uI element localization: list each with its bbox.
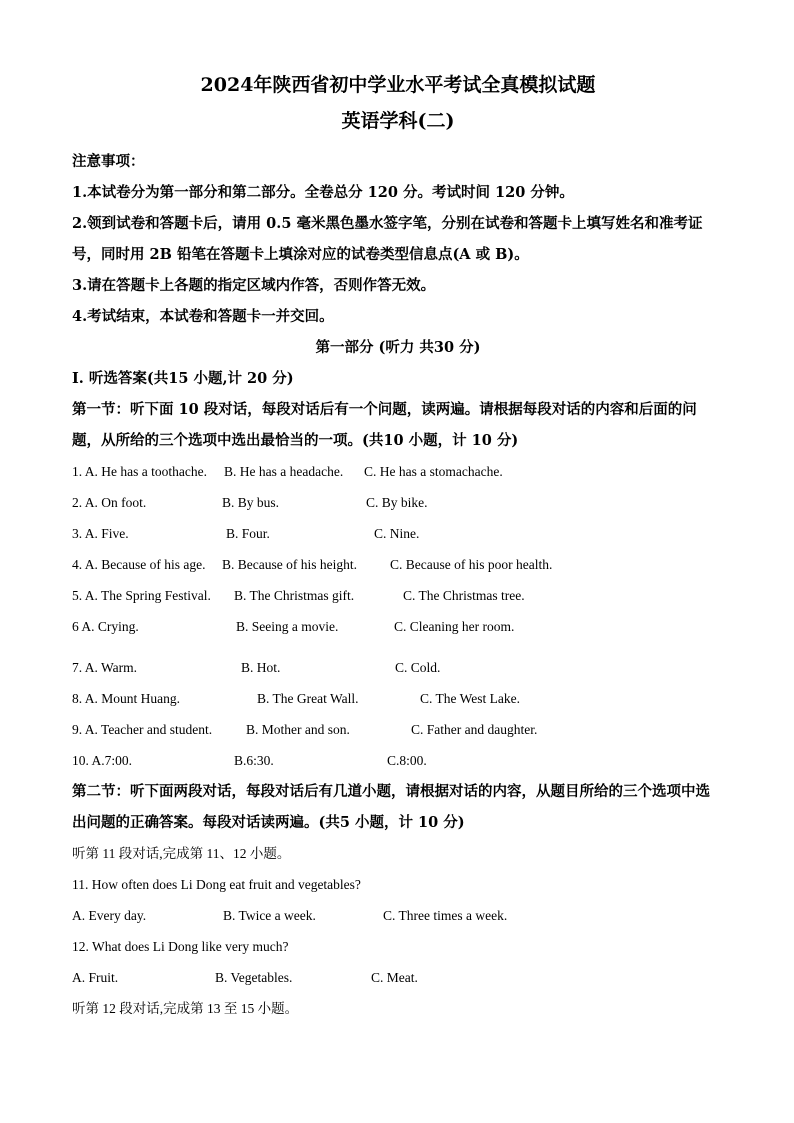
option-b: B. Seeing a movie. (236, 619, 339, 634)
dialog-11-intro: 听第 11 段对话,完成第 11、12 小题。 (72, 846, 291, 861)
exam-title: 2024年陕西省初中学业水平考试全真模拟试题 (200, 74, 596, 96)
question-1 (72, 456, 724, 487)
option-b: B. The Christmas gift. (234, 588, 355, 603)
option-b: B. Because of his height. (222, 557, 357, 572)
notice-heading: 注意事项： (72, 153, 145, 170)
notice-item-1: 1.本试卷分为第一部分和第二部分。全卷总分 120 分。考试时间 120 分钟。 (72, 184, 574, 201)
question-7 (72, 652, 724, 683)
option-c: C.8:00. (387, 753, 427, 768)
option-c: C. Father and daughter. (411, 722, 538, 737)
option-a: 4. A. Because of his age. (72, 557, 206, 572)
option-c: C. He has a stomachache. (364, 464, 503, 479)
question-8 (72, 683, 724, 714)
question-3 (72, 518, 724, 549)
section2-instruction: 第二节：听下面两段对话，每段对话后有几道小题，请根据对话的内容，从题目所给的三个选项中选出问题的正确答案。每段对话读两遍。(共5 小题，计 10 分) (72, 783, 710, 831)
option-a: 8. A. Mount Huang. (72, 691, 180, 706)
notice-item-2: 2.领到试卷和答题卡后，请用 0.5 毫米黑色墨水签字笔，分别在试卷和答题卡上填写姓名和准考证号，同时用 2B 铅笔在答题卡上填涂对应的试卷类型信息点(A 或 B)。 (72, 215, 703, 263)
question-9 (72, 714, 724, 745)
part1-heading: 第一部分 (听力 共30 分) (315, 339, 481, 356)
option-b: B. Mother and son. (246, 722, 350, 737)
option-b: B. Twice a week. (223, 908, 316, 923)
question-6 (72, 611, 724, 642)
option-b: B. The Great Wall. (257, 691, 359, 706)
spacer (72, 642, 724, 652)
option-a: A. Fruit. (72, 970, 119, 985)
option-b: B. Vegetables. (215, 970, 293, 985)
question-12-options (72, 962, 724, 993)
option-c: C. The West Lake. (420, 691, 521, 706)
option-b: B. By bus. (222, 495, 280, 510)
option-a: 2. A. On foot. (72, 495, 147, 510)
option-b: B. He has a headache. (224, 464, 344, 479)
option-a: A. Every day. (72, 908, 147, 923)
question-10 (72, 745, 724, 776)
option-c: C. Because of his poor health. (390, 557, 553, 572)
exam-subtitle: 英语学科(二) (341, 110, 455, 132)
question-12-stem: 12. What does Li Dong like very much? (72, 939, 289, 954)
question-list (72, 456, 724, 776)
section1-instruction: 第一节：听下面 10 段对话，每段对话后有一个问题，读两遍。请根据每段对话的内容和后面的问题，从所给的三个选项中选出最恰当的一项。(共10 小题，计 10 分) (72, 401, 697, 449)
question-11-stem: 11. How often does Li Dong eat fruit and vegetables? (72, 877, 361, 892)
option-a: 5. A. The Spring Festival. (72, 588, 211, 603)
option-b: B. Hot. (241, 660, 281, 675)
dialog-12-intro: 听第 12 段对话,完成第 13 至 15 小题。 (72, 1001, 299, 1016)
option-b: B. Four. (226, 526, 270, 541)
question-4 (72, 549, 724, 580)
option-c: C. Three times a week. (383, 908, 508, 923)
option-a: 3. A. Five. (72, 526, 129, 541)
option-c: C. By bike. (366, 495, 428, 510)
option-c: C. The Christmas tree. (403, 588, 525, 603)
option-a: 7. A. Warm. (72, 660, 138, 675)
option-c: C. Cleaning her room. (394, 619, 515, 634)
section1-heading: Ⅰ. 听选答案(共15 小题,计 20 分) (72, 370, 294, 387)
question-2 (72, 487, 724, 518)
option-a: 6 A. Crying. (72, 619, 139, 634)
option-b: B.6:30. (234, 753, 274, 768)
option-a: 1. A. He has a toothache. (72, 464, 207, 479)
notice-item-3: 3.请在答题卡上各题的指定区域内作答，否则作答无效。 (72, 277, 436, 294)
question-5 (72, 580, 724, 611)
option-a: 9. A. Teacher and student. (72, 722, 213, 737)
exam-page (72, 68, 724, 1024)
option-c: C. Cold. (395, 660, 441, 675)
option-c: C. Nine. (374, 526, 420, 541)
option-a: 10. A.7:00. (72, 753, 133, 768)
question-11-options (72, 900, 724, 931)
notice-item-4: 4.考试结束，本试卷和答题卡一并交回。 (72, 308, 334, 325)
option-c: C. Meat. (371, 970, 418, 985)
